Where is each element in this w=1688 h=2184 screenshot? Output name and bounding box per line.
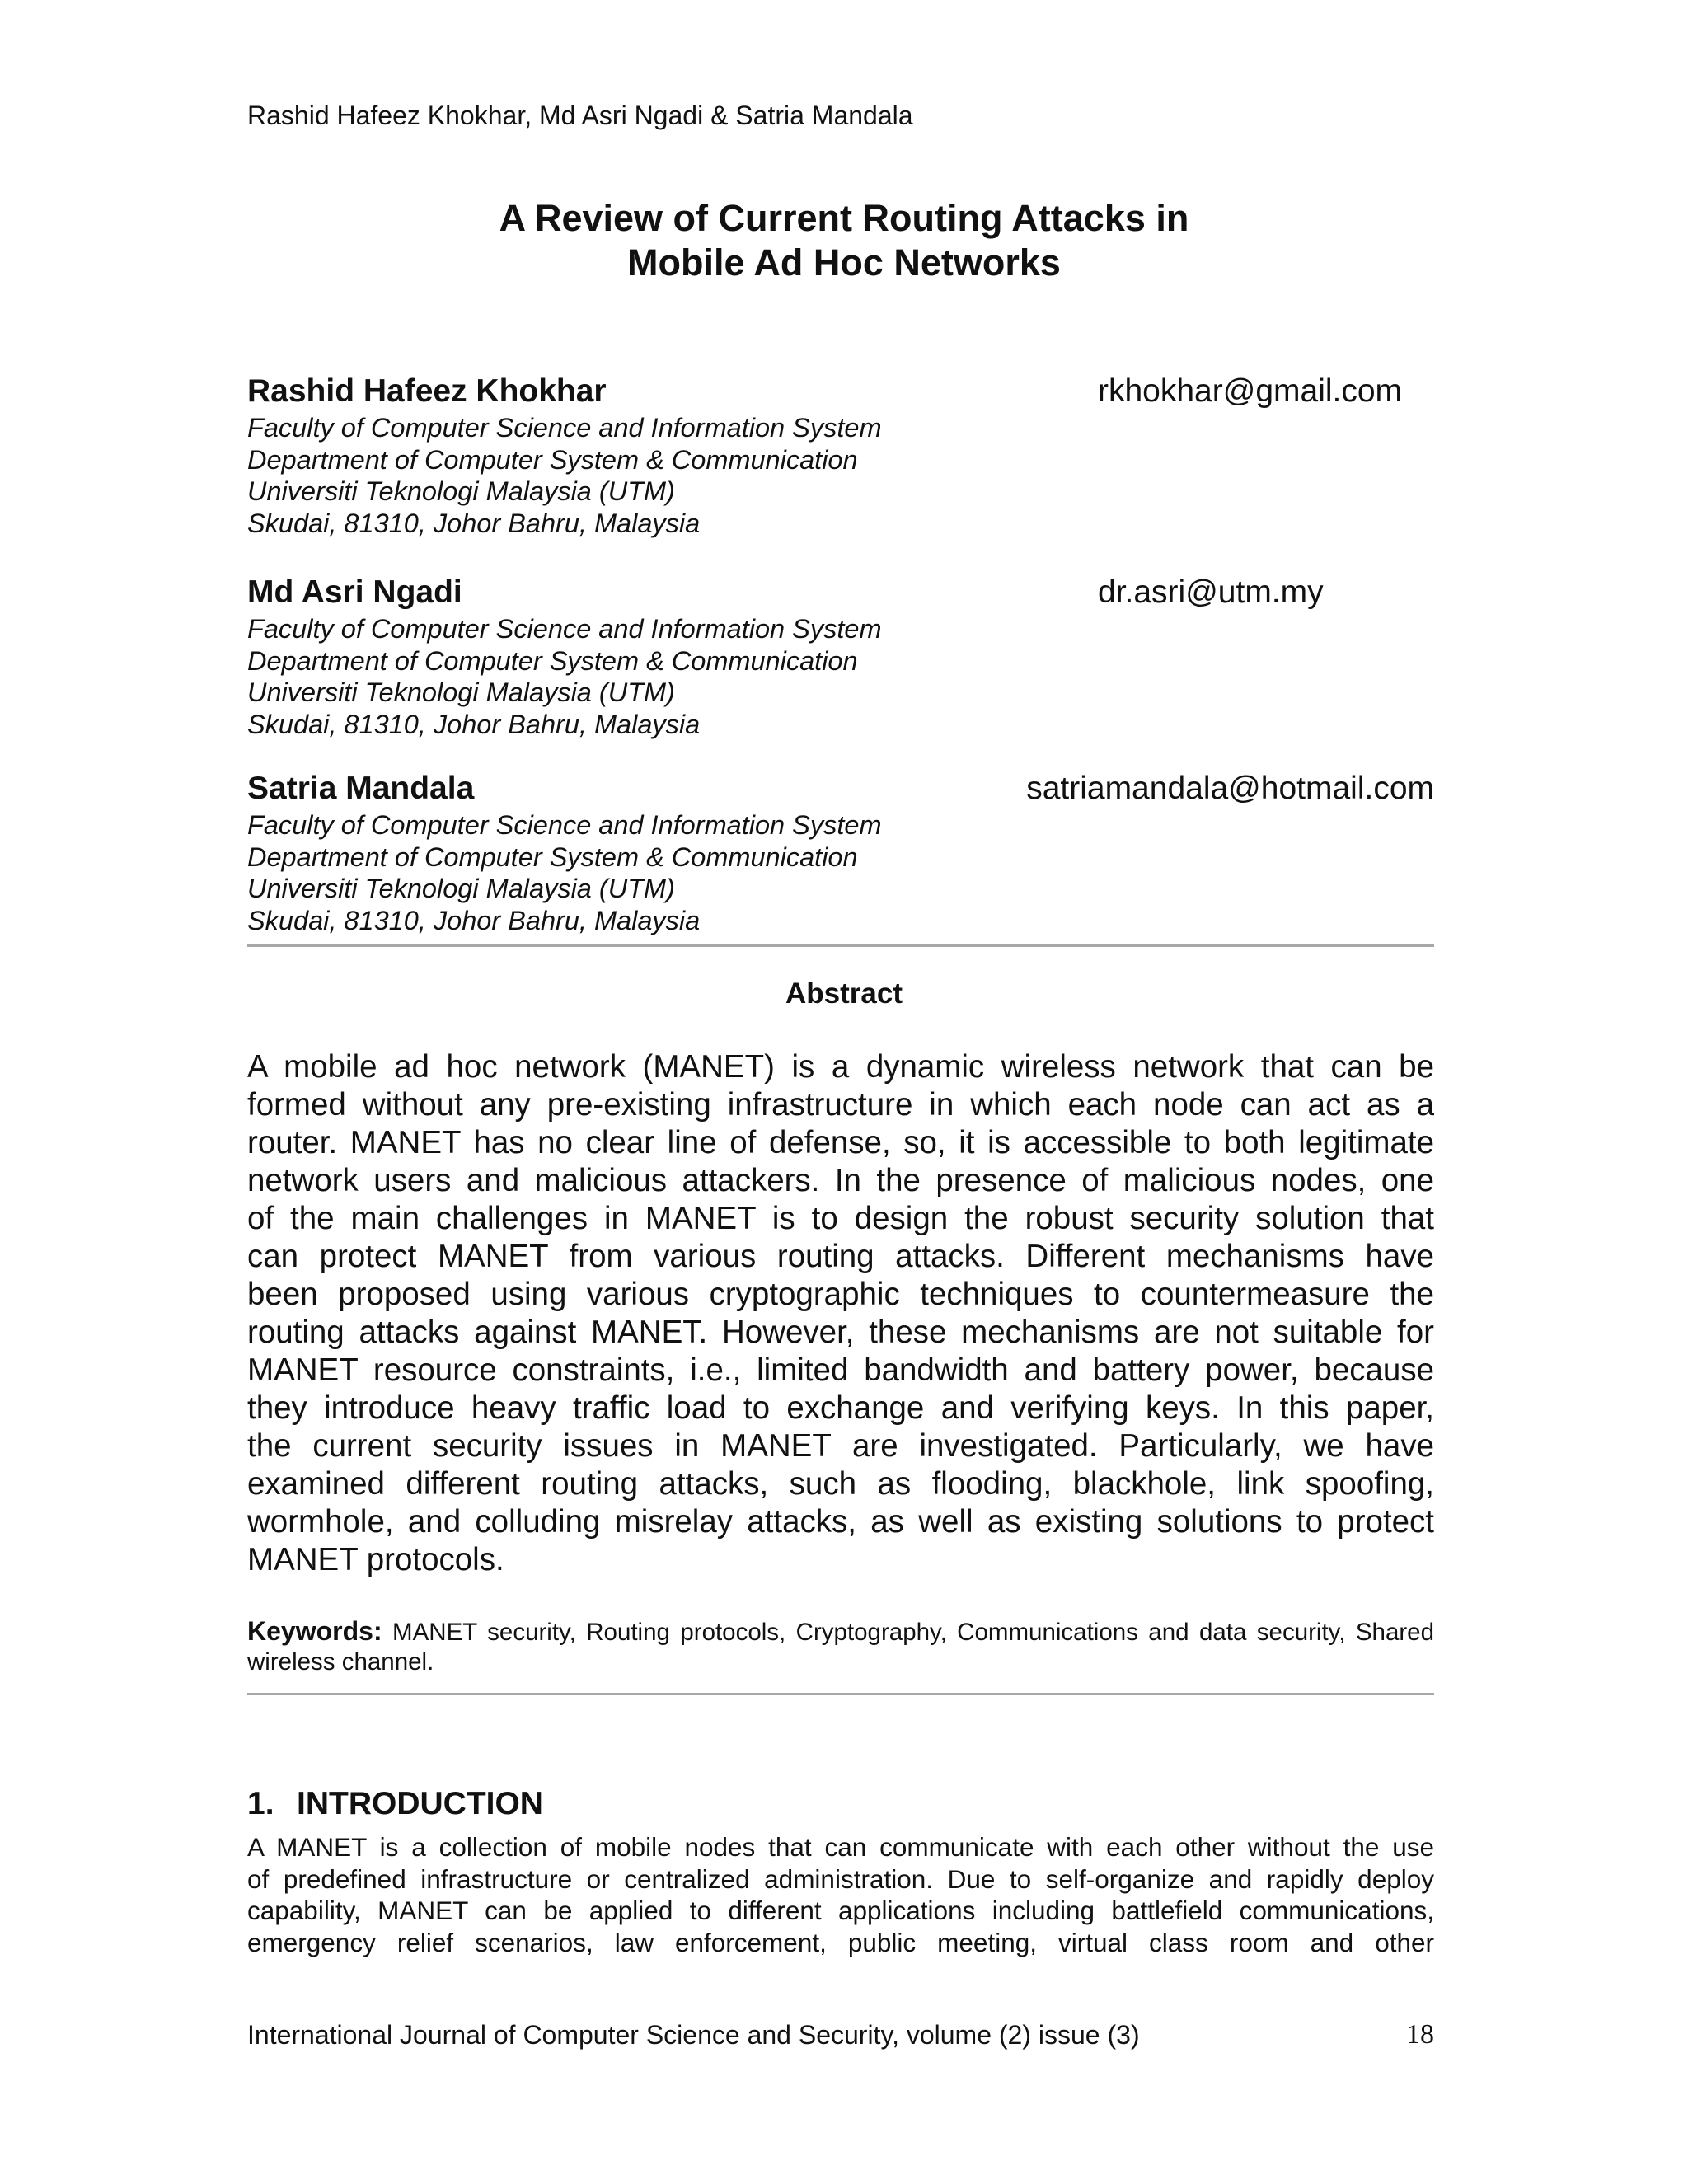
author-email[interactable]: rkhokhar@gmail.com [1098,373,1403,409]
abstract-line: the current security issues in MANET are investigated. Particularly, we have [247,1428,1434,1464]
affiliation-line: Universiti Teknologi Malaysia (UTM) [247,874,675,903]
paper-title-line-2: Mobile Ad Hoc Networks [627,241,1061,284]
affiliation-line: Faculty of Computer Science and Information System [247,413,882,443]
body-line: capability, MANET can be applied to different applications including battlefield communications, [247,1896,1434,1925]
abstract-line: router. MANET has no clear line of defense, so, it is accessible to both legitimate [247,1125,1434,1160]
author-name: Md Asri Ngadi [247,574,462,610]
affiliation-line: Universiti Teknologi Malaysia (UTM) [247,476,675,506]
running-head: Rashid Hafeez Khokhar, Md Asri Ngadi & Satria Mandala [247,101,913,130]
abstract-line: they introduce heavy traffic load to exchange and verifying keys. In this paper, [247,1390,1434,1426]
abstract-line: formed without any pre-existing infrastructure in which each node can act as a [247,1087,1434,1122]
affiliation-line: Department of Computer System & Communication [247,444,858,475]
divider-rule [247,1693,1434,1695]
page-footer [247,2017,1434,2053]
keywords-label: Keywords: [247,1616,382,1646]
body-line: emergency relief scenarios, law enforcement, public meeting, virtual class room and other [247,1927,1434,1957]
page-number: 18 [1406,2019,1434,2050]
divider-rule [247,944,1434,947]
abstract-line: of the main challenges in MANET is to design the robust security solution that [247,1201,1434,1236]
affiliation-line: Skudai, 81310, Johor Bahru, Malaysia [247,905,701,935]
affiliation-line: Universiti Teknologi Malaysia (UTM) [247,677,675,707]
author-block-1 [247,371,1434,539]
introduction-body [247,1831,1434,1958]
affiliation-line: Faculty of Computer Science and Information System [247,614,882,644]
affiliation-line: Department of Computer System & Communication [247,645,858,676]
section-heading [247,1783,543,1825]
abstract-line: A mobile ad hoc network (MANET) is a dynamic wireless network that can be [247,1049,1434,1085]
affiliation-line: Department of Computer System & Communication [247,841,858,872]
abstract-body [247,1048,1434,1579]
abstract-line: MANET protocols. [247,1542,504,1577]
section-number: 1. [247,1786,274,1821]
abstract-line: can protect MANET from various routing attacks. Different mechanisms have [247,1239,1434,1274]
author-name: Satria Mandala [247,771,475,806]
author-email[interactable]: satriamandala@hotmail.com [1026,771,1434,806]
affiliation-line: Faculty of Computer Science and Information System [247,810,882,840]
abstract-heading: Abstract [785,977,903,1010]
abstract-line: network users and malicious attackers. In the presence of malicious nodes, one [247,1163,1434,1198]
abstract-line: routing attacks against MANET. However, these mechanisms are not suitable for [247,1315,1434,1350]
body-line: of predefined infrastructure or centralized administration. Due to self-organize and rapidly deploy [247,1863,1434,1894]
paper-title [0,196,1688,285]
paper-title-line-1: A Review of Current Routing Attacks in [499,197,1189,239]
author-block-2 [247,572,1434,740]
abstract-line: been proposed using various cryptographic techniques to countermeasure the [247,1277,1434,1312]
footer-journal: International Journal of Computer Science and Security, volume (2) issue (3) [247,2020,1140,2050]
author-name: Rashid Hafeez Khokhar [247,373,607,409]
section-title: INTRODUCTION [297,1786,543,1821]
affiliation-line: Skudai, 81310, Johor Bahru, Malaysia [247,709,701,739]
author-email[interactable]: dr.asri@utm.my [1098,574,1324,610]
keywords [247,1616,1434,1677]
keywords-text: wireless channel. [247,1648,434,1675]
abstract-line: examined different routing attacks, such as flooding, blackhole, link spoofing, [247,1466,1434,1502]
keywords-text: MANET security, Routing protocols, Cryptography, Communications and data security, Shared [382,1619,1434,1646]
affiliation-line: Skudai, 81310, Johor Bahru, Malaysia [247,508,701,538]
author-block-3 [247,768,1434,936]
abstract-line: wormhole, and colluding misrelay attacks, as well as existing solutions to protect [247,1504,1434,1540]
abstract-line: MANET resource constraints, i.e., limited bandwidth and battery power, because [247,1352,1434,1388]
body-line: A MANET is a collection of mobile nodes that can communicate with each other without the use [247,1832,1434,1862]
